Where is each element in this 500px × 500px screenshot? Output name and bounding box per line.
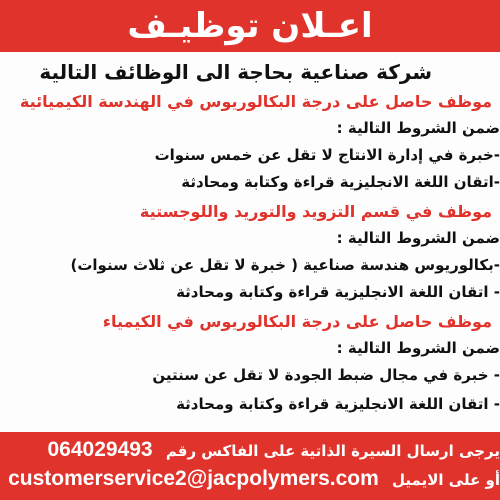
job-1-title: موظف حاصل على درجة البكالوريوس في الهندسة الكيميائية [19,92,492,111]
job-3-conditions-label: ضمن الشروط التالية : [336,339,500,357]
job-2-requirement-2: - اتقان اللغة الانجليزية قراءة وكتابة ومحادثة [176,283,500,301]
job-3-requirement-1: - خبرة في مجال ضبط الجودة لا تقل عن سنتين [152,366,500,384]
email-line [0,467,500,491]
job-3-requirement-2: - اتقان اللغة الانجليزية قراءة وكتابة ومحادثة [176,395,500,413]
contact-footer [0,432,500,500]
job-2-title: موظف في قسم التزويد والتوريد واللوجستية [139,202,492,221]
email-address[interactable]: customerservice2@jacpolymers.com [8,467,379,490]
job-1-requirement-2: -اتقان اللغة الانجليزية قراءة وكتابة ومحادثة [181,173,500,191]
intro-text: شركة صناعية بحاجة الى الوظائف التالية [39,60,432,84]
fax-line [0,438,500,462]
ad-title: اعـلان توظيـف [127,6,373,46]
email-text: أو على الايميل [392,471,500,489]
ad-body [0,52,500,432]
job-2-conditions-label: ضمن الشروط التالية : [336,229,500,247]
header-banner [0,0,500,52]
fax-number: 064029493 [47,438,153,461]
job-1-conditions-label: ضمن الشروط التالية : [336,119,500,137]
job-1-requirement-1: -خبرة في إدارة الانتاج لا تقل عن خمس سنوات [154,146,500,164]
job-2-requirement-1: -بكالوريوس هندسة صناعية ( خبرة لا تقل عن ثلاث سنوات) [70,256,500,274]
job-3-title: موظف حاصل على درجة البكالوريوس في الكيمياء [102,312,492,331]
fax-text: يرجى ارسال السيرة الذاتية على الفاكس رقم [165,442,500,460]
